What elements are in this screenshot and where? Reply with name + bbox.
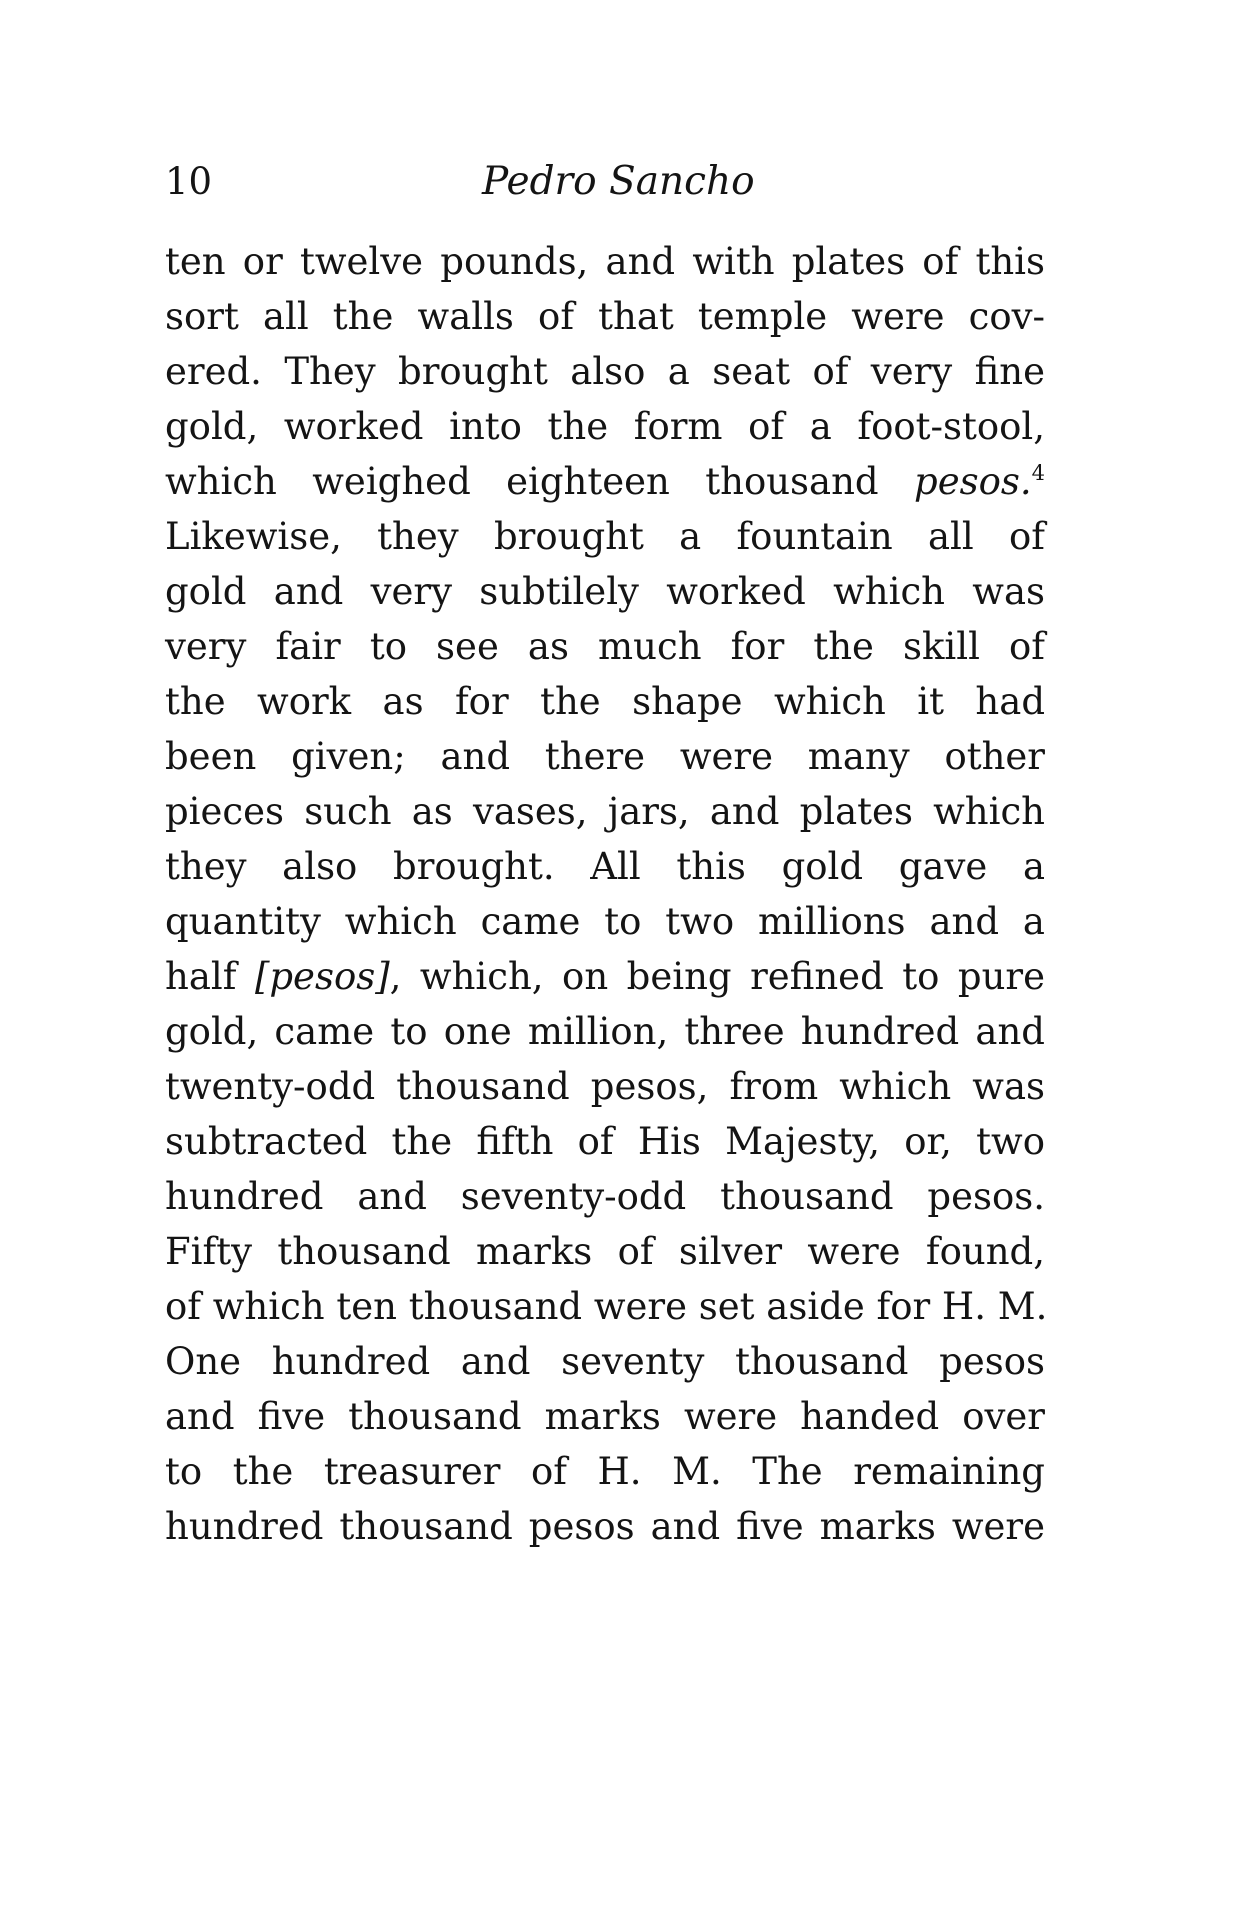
text-line: to the treasurer of H. M. The remaining — [165, 1450, 1045, 1493]
text-line — [165, 454, 1045, 509]
text-line: twenty-odd thousand pesos, from which was — [165, 1065, 1045, 1108]
text-line: very fair to see as much for the skill of — [165, 625, 1045, 668]
text-line: hundred and seventy-odd thousand pesos. — [165, 1175, 1045, 1218]
text-line: of which ten thousand were set aside for H. M. — [165, 1285, 1048, 1328]
text-line: quantity which came to two millions and a — [165, 900, 1045, 943]
text-line — [165, 949, 1045, 1004]
text-line: pieces such as vases, jars, and plates which — [165, 790, 1045, 833]
text-line: Likewise, they brought a fountain all of — [165, 515, 1045, 558]
running-head — [165, 152, 1045, 212]
text-line: One hundred and seventy thousand pesos — [165, 1340, 1045, 1383]
text-line: subtracted the fifth of His Majesty, or, two — [165, 1120, 1045, 1163]
bracketed-word: [pesos] — [254, 955, 390, 998]
text-line: sort all the walls of that temple were cov- — [165, 295, 1045, 338]
text-line: hundred thousand pesos and five marks were — [165, 1505, 1045, 1548]
footnote-marker: 4 — [1031, 461, 1045, 485]
text-line: been given; and there were many other — [165, 735, 1045, 778]
text-line: they also brought. All this gold gave a — [165, 845, 1045, 888]
body-text — [165, 234, 1048, 1554]
text-line: Fifty thousand marks of silver were found, — [165, 1230, 1045, 1273]
text-segment: which weighed eighteen thousand — [165, 460, 879, 503]
text-line: gold, came to one million, three hundred and — [165, 1010, 1045, 1053]
text-line: ered. They brought also a seat of very fine — [165, 350, 1045, 393]
italic-word: pesos. — [914, 460, 1032, 503]
text-line: gold and very subtilely worked which was — [165, 570, 1045, 613]
page-number: 10 — [165, 160, 213, 203]
text-line: and five thousand marks were handed over — [165, 1395, 1045, 1438]
text-line: ten or twelve pounds, and with plates of this — [165, 240, 1045, 283]
running-title: Pedro Sancho — [482, 159, 755, 204]
text-line: gold, worked into the form of a foot-stool, — [165, 405, 1045, 448]
text-segment: half — [165, 955, 237, 998]
text-line: the work as for the shape which it had — [165, 680, 1045, 723]
text-segment: , which, on being refined to pure — [389, 955, 1045, 998]
